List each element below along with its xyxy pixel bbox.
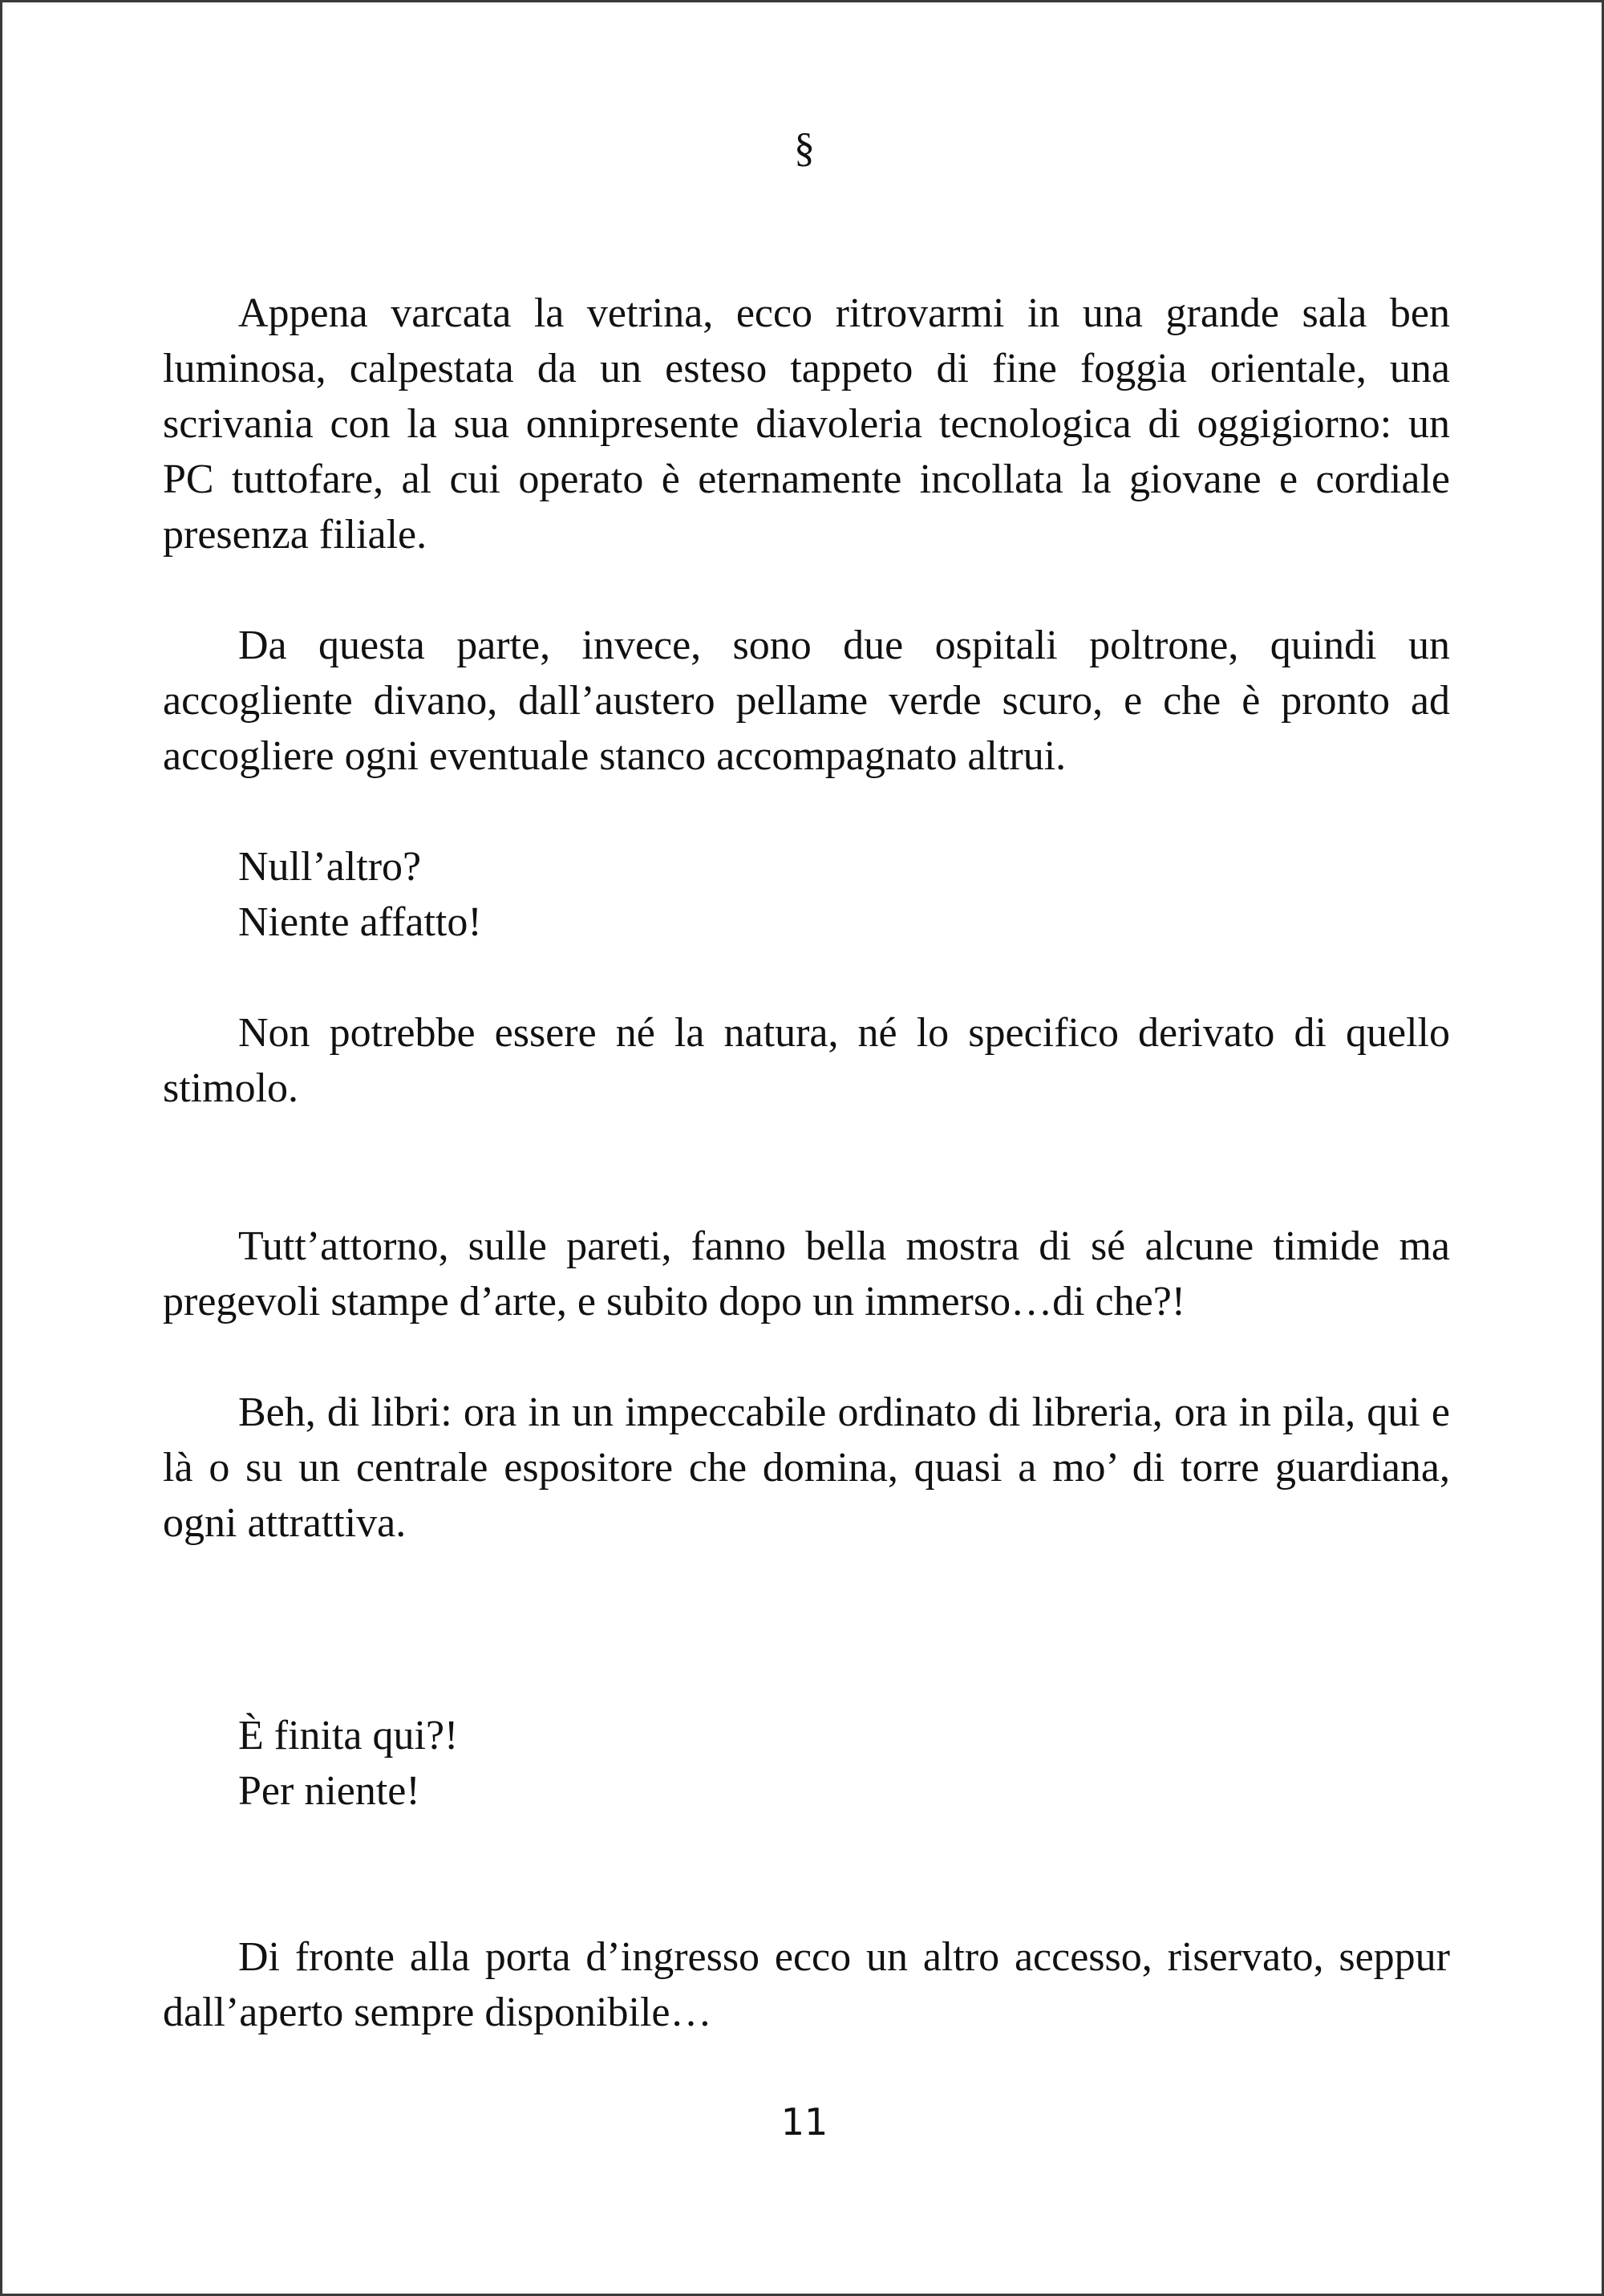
paragraph-stimolo: Non potrebbe essere né la natura, né lo specifico derivato di quello stimolo. — [163, 1010, 1450, 1111]
paragraph-spacer — [163, 1819, 1450, 1929]
paragraph-spacer — [163, 562, 1450, 618]
paragraph-pareti: Tutt’attorno, sulle pareti, fanno bella mostra di sé alcune timide ma pregevoli stampe d’arte, e subito dopo un immerso…di che?! — [163, 1223, 1450, 1324]
paragraph-spacer — [163, 950, 1450, 1005]
paragraph-spacer — [163, 784, 1450, 839]
section-mark: § — [794, 125, 815, 171]
dialogue-line-niente-affatto: Niente affatto! — [238, 899, 482, 945]
page-number: 11 — [780, 2100, 828, 2144]
paragraph-vetrina: Appena varcata la vetrina, ecco ritrovarmi in una grande sala ben luminosa, calpestata da un esteso tappeto di fine foggia orientale, una scrivania con la sua onnipresente diavoleria tecnologica di oggigiorno: un PC tuttofare, al cui operato è eternamente incollata la giovane e cordiale presenza filiale. — [163, 290, 1450, 558]
paragraph-spacer — [163, 1329, 1450, 1385]
dialogue-line-finita: È finita qui?! — [238, 1713, 459, 1759]
paragraph-libri: Beh, di libri: ora in un impeccabile ordinato di libreria, ora in pila, qui e là o su un centrale espositore che domina, quasi a mo’ di torre guardiana, ogni attrattiva. — [163, 1389, 1450, 1546]
paragraph-poltrone: Da questa parte, invece, sono due ospitali poltrone, quindi un accogliente divano, dall’austero pellame verde scuro, e che è pronto ad accogliere ogni eventuale stanco accompagnato altrui. — [163, 623, 1450, 779]
dialogue-line-nullaltro: Null’altro? — [238, 844, 422, 890]
dialogue-line-per-niente: Per niente! — [238, 1768, 420, 1814]
paragraph-spacer — [163, 1116, 1450, 1219]
body-text — [163, 286, 1450, 2040]
paragraph-spacer — [163, 1551, 1450, 1708]
paragraph-ingresso: Di fronte alla porta d’ingresso ecco un altro accesso, riservato, seppur dall’aperto sempre disponibile… — [163, 1934, 1450, 2035]
